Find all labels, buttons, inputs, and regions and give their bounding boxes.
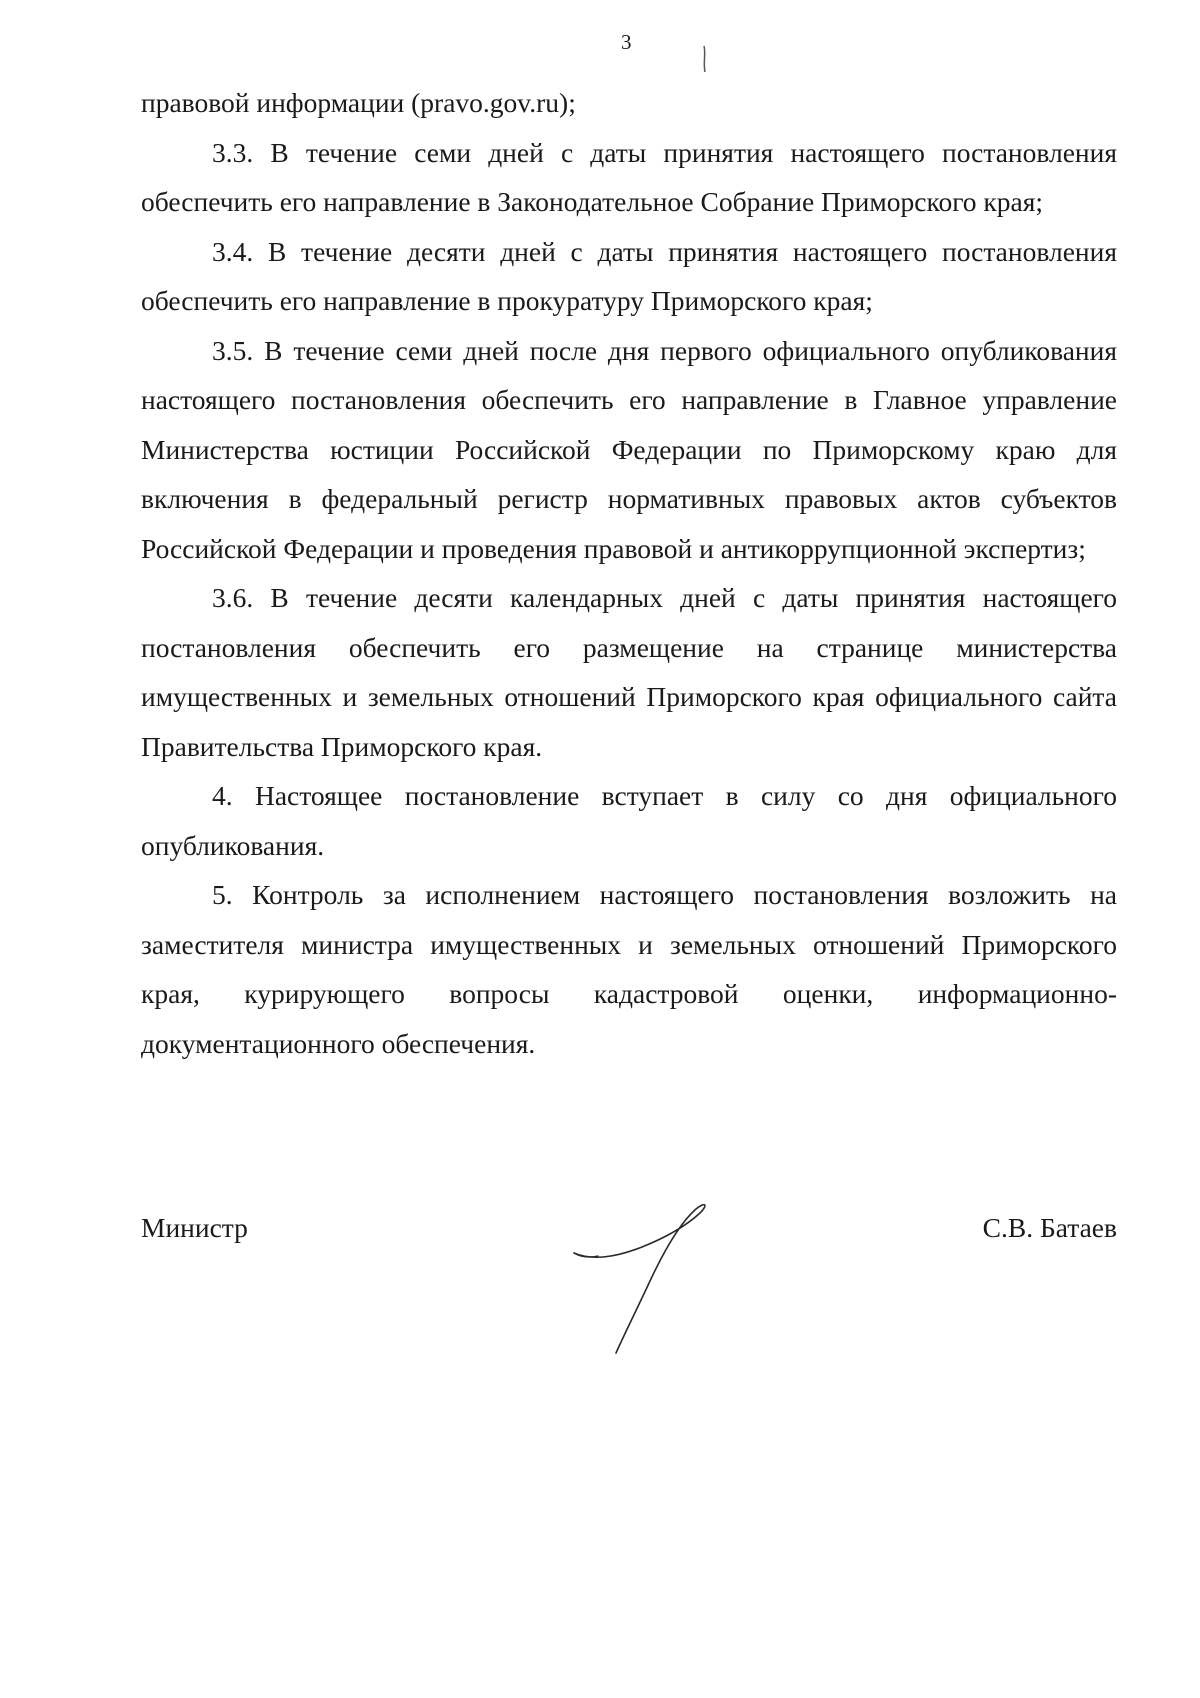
document-body bbox=[141, 78, 1117, 1068]
paragraph-3-5: 3.5. В течение семи дней после дня первого официального опубликования настоящего постановления обеспечить его направление в Главное управление Министерства юстиции Российской Федерации по Приморскому краю для включения в федеральный регистр нормативных правовых актов субъектов Российской Федерации и проведения правовой и антикоррупционной экспертиз; bbox=[141, 334, 1117, 564]
paragraph-4: 4. Настоящее постановление вступает в силу со дня официального опубликования. bbox=[141, 780, 1117, 861]
paragraph-5: 5. Контроль за исполнением настоящего постановления возложить на заместителя министра имущественных и земельных отношений Приморского края, курирующего вопросы кадастровой оценки, информационно-документационного обеспечения. bbox=[141, 879, 1117, 1059]
scan-mark bbox=[700, 44, 710, 74]
paragraph-3-4: 3.4. В течение десяти дней с даты принятия настоящего постановления обеспечить его направление в прокуратуру Приморского края; bbox=[141, 235, 1117, 316]
signer-name: С.В. Батаев bbox=[982, 1212, 1117, 1243]
paragraph-continuation: правовой информации (pravo.gov.ru); bbox=[141, 87, 576, 118]
signature-block bbox=[141, 1203, 1117, 1383]
paragraph-3-6: 3.6. В течение десяти календарных дней с даты принятия настоящего постановления обеспечить его размещение на странице министерства имущественных и земельных отношений Приморского края официального сайта Правительства Приморского края. bbox=[141, 582, 1117, 762]
page-number: 3 bbox=[621, 30, 632, 54]
paragraph-3-3: 3.3. В течение семи дней с даты принятия настоящего постановления обеспечить его направление в Законодательное Собрание Приморского края; bbox=[141, 136, 1117, 217]
signer-title: Министр bbox=[141, 1212, 248, 1243]
handwritten-signature bbox=[572, 1203, 762, 1363]
